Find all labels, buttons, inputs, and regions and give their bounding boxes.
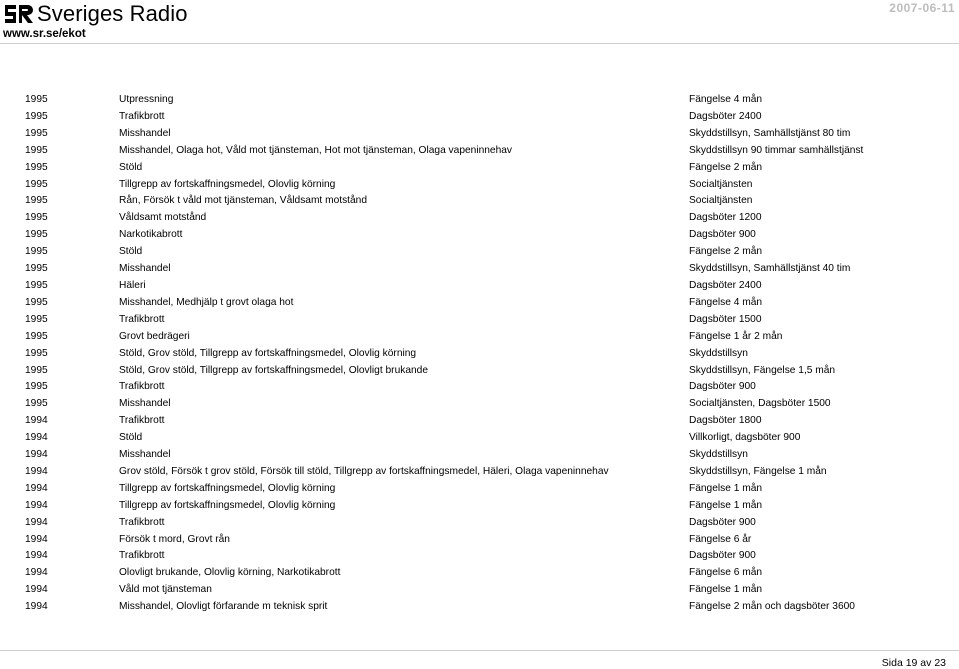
header-divider [0,43,959,44]
sveriges-radio-logo [2,2,188,26]
table-row [0,193,959,210]
table-row [0,413,959,430]
crime-cell: Misshandel [119,449,171,461]
crime-cell: Trafikbrott [119,516,165,528]
sentence-cell: Skyddstillsyn, Samhällstjänst 40 tim [689,263,851,275]
sentence-cell: Fängelse 2 mån [689,161,763,173]
crime-cell: Häleri [119,279,146,291]
crime-cell: Olovligt brukande, Olovlig körning, Narkotikabrott [119,567,341,579]
sentence-cell: Socialtjänsten [689,195,753,207]
sentence-cell: Dagsböter 2400 [689,110,762,122]
crime-cell: Stöld [119,161,143,173]
sentence-cell: Fängelse 6 mån [689,567,763,579]
table-row [0,126,959,143]
year-cell: 1994 [25,465,48,477]
year-cell: 1994 [25,533,48,545]
crime-cell: Misshandel [119,263,171,275]
crime-cell: Våldsamt motstånd [119,212,207,224]
year-cell: 1995 [25,279,48,291]
year-cell: 1995 [25,246,48,258]
page-number: Sida 19 av 23 [881,657,946,669]
sentence-cell: Skyddstillsyn, Fängelse 1,5 mån [689,364,836,376]
sentence-cell: Fängelse 6 år [689,533,752,545]
sentence-cell: Skyddstillsyn 90 timmar samhällstjänst [689,144,864,156]
year-cell: 1995 [25,229,48,241]
table-row [0,109,959,126]
crime-cell: Försök t mord, Grovt rån [119,533,230,545]
table-row [0,261,959,278]
sentence-cell: Fängelse 1 mån [689,499,763,511]
table-row [0,379,959,396]
table-row [0,92,959,109]
crime-cell: Stöld, Grov stöld, Tillgrepp av fortskaffningsmedel, Olovlig körning [119,347,417,359]
table-row [0,244,959,261]
year-cell: 1995 [25,144,48,156]
year-cell: 1995 [25,381,48,393]
crime-cell: Rån, Försök t våld mot tjänsteman, Våldsamt motstånd [119,195,368,207]
sentence-cell: Socialtjänsten [689,178,753,190]
sentence-cell: Skyddstillsyn, Fängelse 1 mån [689,465,827,477]
crime-cell: Misshandel, Olaga hot, Våld mot tjänsteman, Hot mot tjänsteman, Olaga vapeninnehav [119,144,513,156]
sentence-cell: Fängelse 1 mån [689,584,763,596]
crime-cell: Tillgrepp av fortskaffningsmedel, Olovlig körning [119,499,336,511]
sentence-cell: Fängelse 2 mån och dagsböter 3600 [689,601,855,613]
crime-cell: Trafikbrott [119,381,165,393]
year-cell: 1995 [25,195,48,207]
year-cell: 1994 [25,601,48,613]
table-row [0,532,959,549]
crime-cell: Narkotikabrott [119,229,183,241]
year-cell: 1994 [25,499,48,511]
sentence-cell: Dagsböter 1200 [689,212,762,224]
table-row [0,481,959,498]
year-cell: 1995 [25,178,48,190]
crime-cell: Trafikbrott [119,110,165,122]
sentence-cell: Socialtjänsten, Dagsböter 1500 [689,398,831,410]
table-row [0,312,959,329]
footer-divider [0,650,959,651]
crime-cell: Trafikbrott [119,550,165,562]
sentence-cell: Fängelse 4 mån [689,296,763,308]
table-row [0,160,959,177]
table-row [0,498,959,515]
crime-cell: Våld mot tjänsteman [119,584,212,596]
table-row [0,177,959,194]
crime-cell: Misshandel [119,398,171,410]
crime-cell: Trafikbrott [119,415,165,427]
year-cell: 1995 [25,330,48,342]
year-cell: 1994 [25,482,48,494]
crime-cell: Misshandel [119,127,171,139]
table-row [0,363,959,380]
crime-cell: Grovt bedrägeri [119,330,190,342]
sentence-cell: Skyddstillsyn [689,449,748,461]
year-cell: 1995 [25,212,48,224]
table-body [0,92,959,616]
sentence-cell: Dagsböter 1800 [689,415,762,427]
crime-cell: Stöld [119,432,143,444]
sentence-cell: Dagsböter 2400 [689,279,762,291]
table-row [0,143,959,160]
sentencing-table [0,92,959,616]
table-row [0,329,959,346]
sentence-cell: Dagsböter 1500 [689,313,762,325]
crime-cell: Misshandel, Medhjälp t grovt olaga hot [119,296,294,308]
year-cell: 1995 [25,364,48,376]
crime-cell: Stöld [119,246,143,258]
year-cell: 1994 [25,550,48,562]
crime-cell: Trafikbrott [119,313,165,325]
year-cell: 1994 [25,584,48,596]
year-cell: 1994 [25,432,48,444]
year-cell: 1995 [25,296,48,308]
sentence-cell: Fängelse 1 mån [689,482,763,494]
year-cell: 1995 [25,313,48,325]
crime-cell: Stöld, Grov stöld, Tillgrepp av fortskaffningsmedel, Olovligt brukande [119,364,428,376]
sentence-cell: Fängelse 2 mån [689,246,763,258]
table-row [0,582,959,599]
year-cell: 1994 [25,567,48,579]
sentence-cell: Fängelse 4 mån [689,94,763,105]
crime-cell: Misshandel, Olovligt förfarande m teknisk sprit [119,601,328,613]
page-header [0,0,959,42]
year-cell: 1995 [25,347,48,359]
sentence-cell: Villkorligt, dagsböter 900 [689,432,801,444]
table-row [0,599,959,616]
year-cell: 1995 [25,398,48,410]
table-row [0,515,959,532]
logo-wordmark: Sveriges Radio [37,1,188,26]
crime-cell: Tillgrepp av fortskaffningsmedel, Olovlig körning [119,178,336,190]
document-date: 2007-06-11 [889,1,955,15]
table-row [0,447,959,464]
sentence-cell: Fängelse 1 år 2 mån [689,330,783,342]
table-row [0,565,959,582]
year-cell: 1995 [25,161,48,173]
table-row [0,464,959,481]
sentence-cell: Dagsböter 900 [689,229,756,241]
crime-cell: Tillgrepp av fortskaffningsmedel, Olovlig körning [119,482,336,494]
sentence-cell: Skyddstillsyn, Samhällstjänst 80 tim [689,127,851,139]
year-cell: 1995 [25,94,48,105]
table-row [0,548,959,565]
year-cell: 1995 [25,263,48,275]
sentence-cell: Dagsböter 900 [689,550,756,562]
table-row [0,227,959,244]
crime-cell: Utpressning [119,94,174,105]
sentence-cell: Dagsböter 900 [689,381,756,393]
year-cell: 1995 [25,127,48,139]
table-row [0,430,959,447]
year-cell: 1994 [25,449,48,461]
table-row [0,396,959,413]
year-cell: 1995 [25,110,48,122]
sentence-cell: Skyddstillsyn [689,347,748,359]
table-row [0,346,959,363]
sr-logo-icon [2,3,34,25]
sentence-cell: Dagsböter 900 [689,516,756,528]
year-cell: 1994 [25,415,48,427]
site-url: www.sr.se/ekot [3,28,86,40]
year-cell: 1994 [25,516,48,528]
crime-cell: Grov stöld, Försök t grov stöld, Försök till stöld, Tillgrepp av fortskaffningsmedel, Häleri, Olaga vapeninnehav [119,465,609,477]
table-row [0,210,959,227]
table-row [0,278,959,295]
table-row [0,295,959,312]
